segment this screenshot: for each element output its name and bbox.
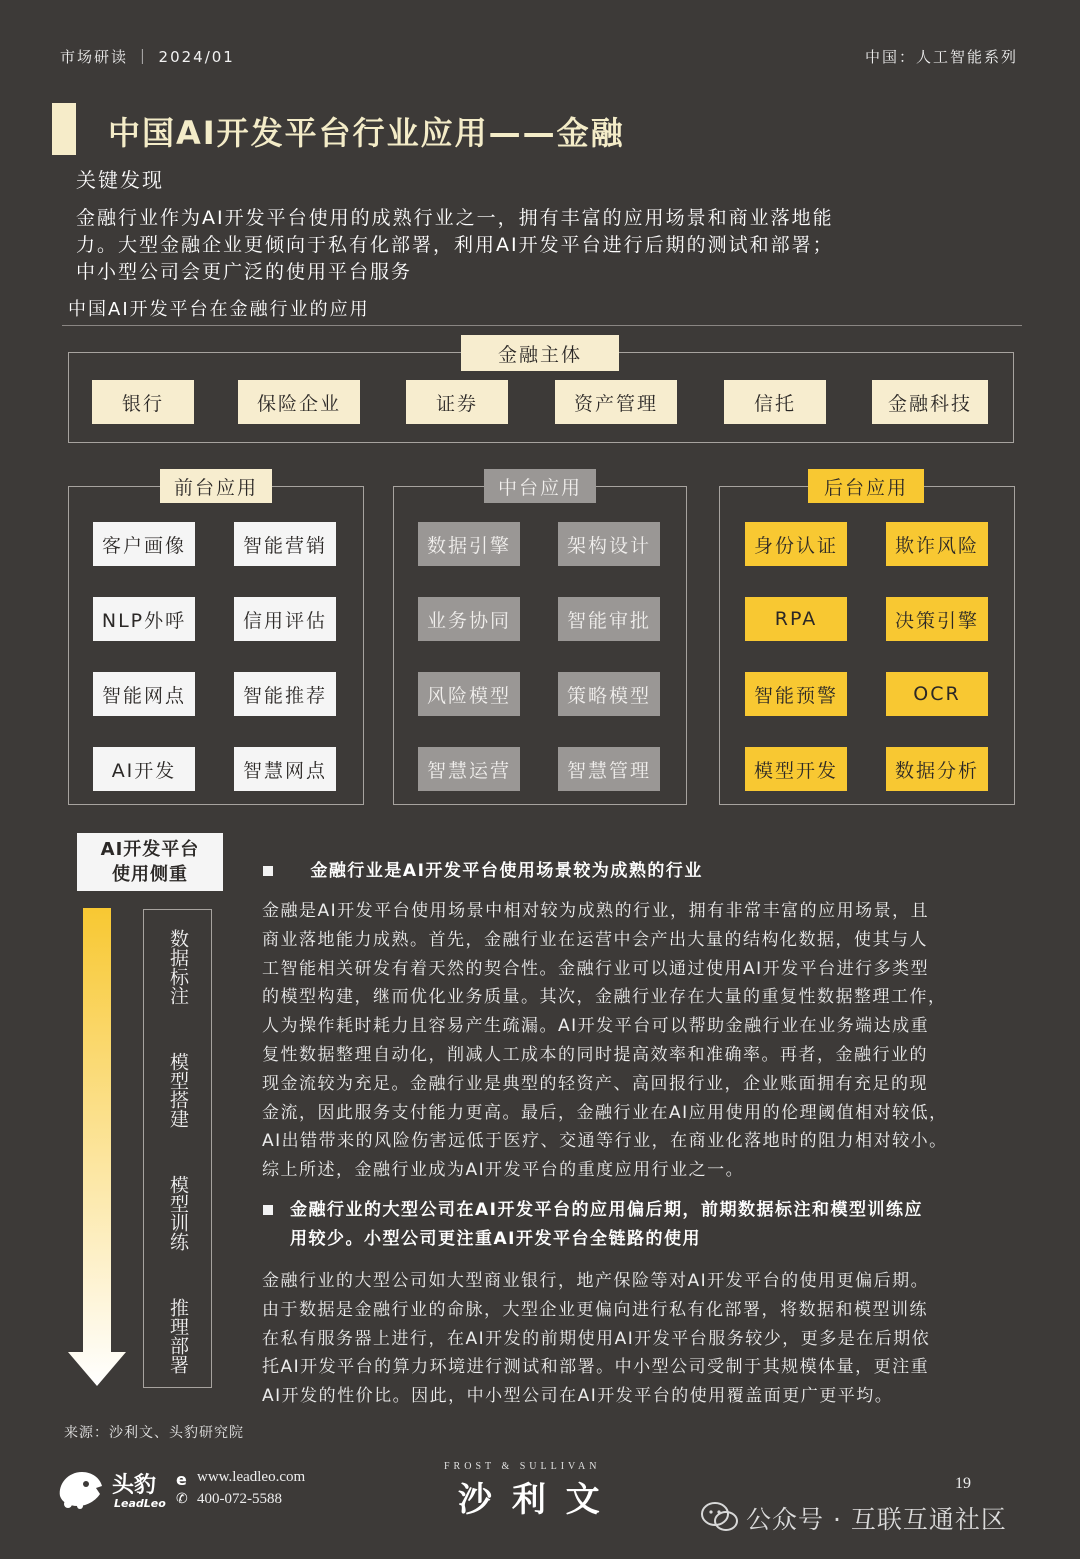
entity-item: 金融科技	[872, 380, 988, 424]
middle-item: 架构设计	[558, 522, 660, 566]
section1-line: 金流，因此服务支付能力更高。最后，金融行业在AI应用使用的伦理阈值相对较低，	[262, 1102, 948, 1123]
entity-item: 证券	[406, 380, 508, 424]
source-note: 来源：沙利文、头豹研究院	[64, 1425, 244, 1441]
entities-label: 金融主体	[461, 335, 619, 371]
front-item: 客户画像	[93, 522, 195, 566]
focus-label-line: 使用侧重	[112, 864, 188, 885]
middle-item: 智慧管理	[558, 747, 660, 791]
logo-en: LeadLeo	[114, 1497, 166, 1510]
section1-line: 人为操作耗时耗力且容易产生疏漏。AI开发平台可以帮助金融行业在业务端达成重	[262, 1016, 930, 1037]
bullet-square-icon	[263, 1205, 273, 1215]
middle-item: 风险模型	[418, 672, 520, 716]
back-item: 欺诈风险	[886, 522, 988, 566]
front-item: 信用评估	[234, 597, 336, 641]
section2-line: 由于数据是金融行业的命脉，大型企业更偏向进行私有化部署，将数据和模型训练	[262, 1299, 928, 1320]
page-number: 19	[955, 1475, 971, 1492]
gradient-down-arrow	[66, 908, 128, 1390]
section1-line: 商业落地能力成熟。首先，金融行业在运营中会产出大量的结构化数据，使其与人	[262, 929, 928, 950]
section2-line: 托AI开发平台的算力环境进行测试和部署。中小型公司受制于其规模体量，更注重	[262, 1357, 930, 1378]
key-findings-label: 关键发现	[76, 168, 164, 192]
section2-line: 在私有服务器上进行，在AI开发的前期使用AI开发平台服务较少，更多是在后期依	[262, 1328, 931, 1349]
section1-heading: 金融行业是AI开发平台使用场景较为成熟的行业	[310, 861, 703, 881]
diagram-title: 中国AI开发平台在金融行业的应用	[68, 299, 370, 320]
section1-line: 工智能相关研发有着天然的契合性。金融行业可以通过使用AI开发平台进行多类型	[262, 958, 930, 979]
logo-cn: 头豹	[112, 1473, 157, 1498]
website: www.leadleo.com	[197, 1469, 306, 1485]
middle-item: 业务协同	[418, 597, 520, 641]
middle-label: 中台应用	[484, 469, 596, 503]
focus-steps	[143, 917, 212, 1377]
entity-item: 信托	[724, 380, 826, 424]
front-label: 前台应用	[160, 469, 272, 503]
section1-line: 的模型构建，继而优化业务质量。其次，金融行业存在大量的重复性数据整理工作，	[262, 987, 947, 1008]
front-item: 智能营销	[234, 522, 336, 566]
section2-heading-line: 金融行业的大型公司在AI开发平台的应用偏后期，前期数据标注和模型训练应	[290, 1200, 923, 1220]
back-item: 智能预警	[745, 672, 847, 716]
middle-item: 智能审批	[558, 597, 660, 641]
front-item: 智慧网点	[234, 747, 336, 791]
entity-item: 资产管理	[555, 380, 677, 424]
focus-step: 模型搭建	[167, 1051, 189, 1128]
front-item: 智能网点	[93, 672, 195, 716]
page-title: 中国AI开发平台行业应用——金融	[108, 114, 625, 152]
section1-line: 复性数据整理自动化，削减人工成本的同时提高效率和准确率。再者，金融行业的	[262, 1044, 928, 1065]
front-item: 智能推荐	[234, 672, 336, 716]
section1-line: AI出错带来的风险伤害远低于医疗、交通等行业，在商业化落地时的阻力相对较小。	[262, 1131, 948, 1152]
phone-icon: ✆	[176, 1491, 188, 1507]
middle-item: 智慧运营	[418, 747, 520, 791]
section1-line: 金融是AI开发平台使用场景中相对较为成熟的行业，拥有非常丰富的应用场景，且	[262, 901, 930, 921]
header-left: 市场研读 ｜ 2024/01	[60, 48, 235, 66]
back-item: RPA	[745, 597, 847, 641]
title-accent-bar	[52, 103, 76, 155]
key-findings-line: 中小型公司会更广泛的使用平台服务	[76, 261, 413, 283]
wechat-watermark: 公众号 · 互联互通社区	[746, 1505, 1007, 1534]
section1-body	[262, 897, 1022, 1185]
back-item: 身份认证	[745, 522, 847, 566]
key-findings-line: 力。大型金融企业更倾向于私有化部署，利用AI开发平台进行后期的测试和部署；	[76, 234, 834, 256]
divider	[62, 325, 1022, 326]
phone: 400-072-5588	[197, 1491, 282, 1507]
sullivan-cn-logo: 沙 利 文	[458, 1480, 604, 1520]
back-item: 数据分析	[886, 747, 988, 791]
key-findings-text	[76, 205, 1006, 286]
focus-step: 数据标注	[167, 928, 189, 1005]
focus-label	[77, 833, 223, 891]
leadleo-logo-icon	[56, 1466, 106, 1510]
section2-body	[262, 1267, 1022, 1411]
focus-label-line: AI开发平台	[100, 839, 200, 860]
web-icon: e	[176, 1470, 187, 1489]
focus-step: 推理部署	[167, 1297, 189, 1374]
bullet-square-icon	[263, 866, 273, 876]
middle-item: 策略模型	[558, 672, 660, 716]
front-item: AI开发	[93, 747, 195, 791]
middle-item: 数据引擎	[418, 522, 520, 566]
section2-heading-row	[263, 1196, 1023, 1254]
wechat-icon	[700, 1500, 740, 1534]
back-item: OCR	[886, 672, 988, 716]
focus-step: 模型训练	[167, 1174, 189, 1251]
section2-line: 金融行业的大型公司如大型商业银行，地产保险等对AI开发平台的使用更偏后期。	[262, 1271, 930, 1291]
section1-line: 现金流较为充足。金融行业是典型的轻资产、高回报行业，企业账面拥有充足的现	[262, 1073, 928, 1094]
entity-item: 保险企业	[238, 380, 360, 424]
back-item: 决策引擎	[886, 597, 988, 641]
back-item: 模型开发	[745, 747, 847, 791]
key-findings-line: 金融行业作为AI开发平台使用的成熟行业之一，拥有丰富的应用场景和商业落地能	[76, 207, 834, 229]
section2-heading-line: 用较少。小型公司更注重AI开发平台全链路的使用	[290, 1229, 701, 1249]
section1-heading-row	[263, 857, 703, 886]
entity-item: 银行	[92, 380, 194, 424]
back-label: 后台应用	[808, 469, 924, 503]
front-item: NLP外呼	[93, 597, 195, 641]
section1-line: 综上所述，金融行业成为AI开发平台的重度应用行业之一。	[262, 1160, 745, 1181]
section2-line: AI开发的性价比。因此，中小型公司在AI开发平台的使用覆盖面更广更平均。	[262, 1386, 894, 1407]
header-right: 中国：人工智能系列	[864, 48, 1018, 66]
frost-sullivan-text: FROST & SULLIVAN	[444, 1461, 601, 1472]
